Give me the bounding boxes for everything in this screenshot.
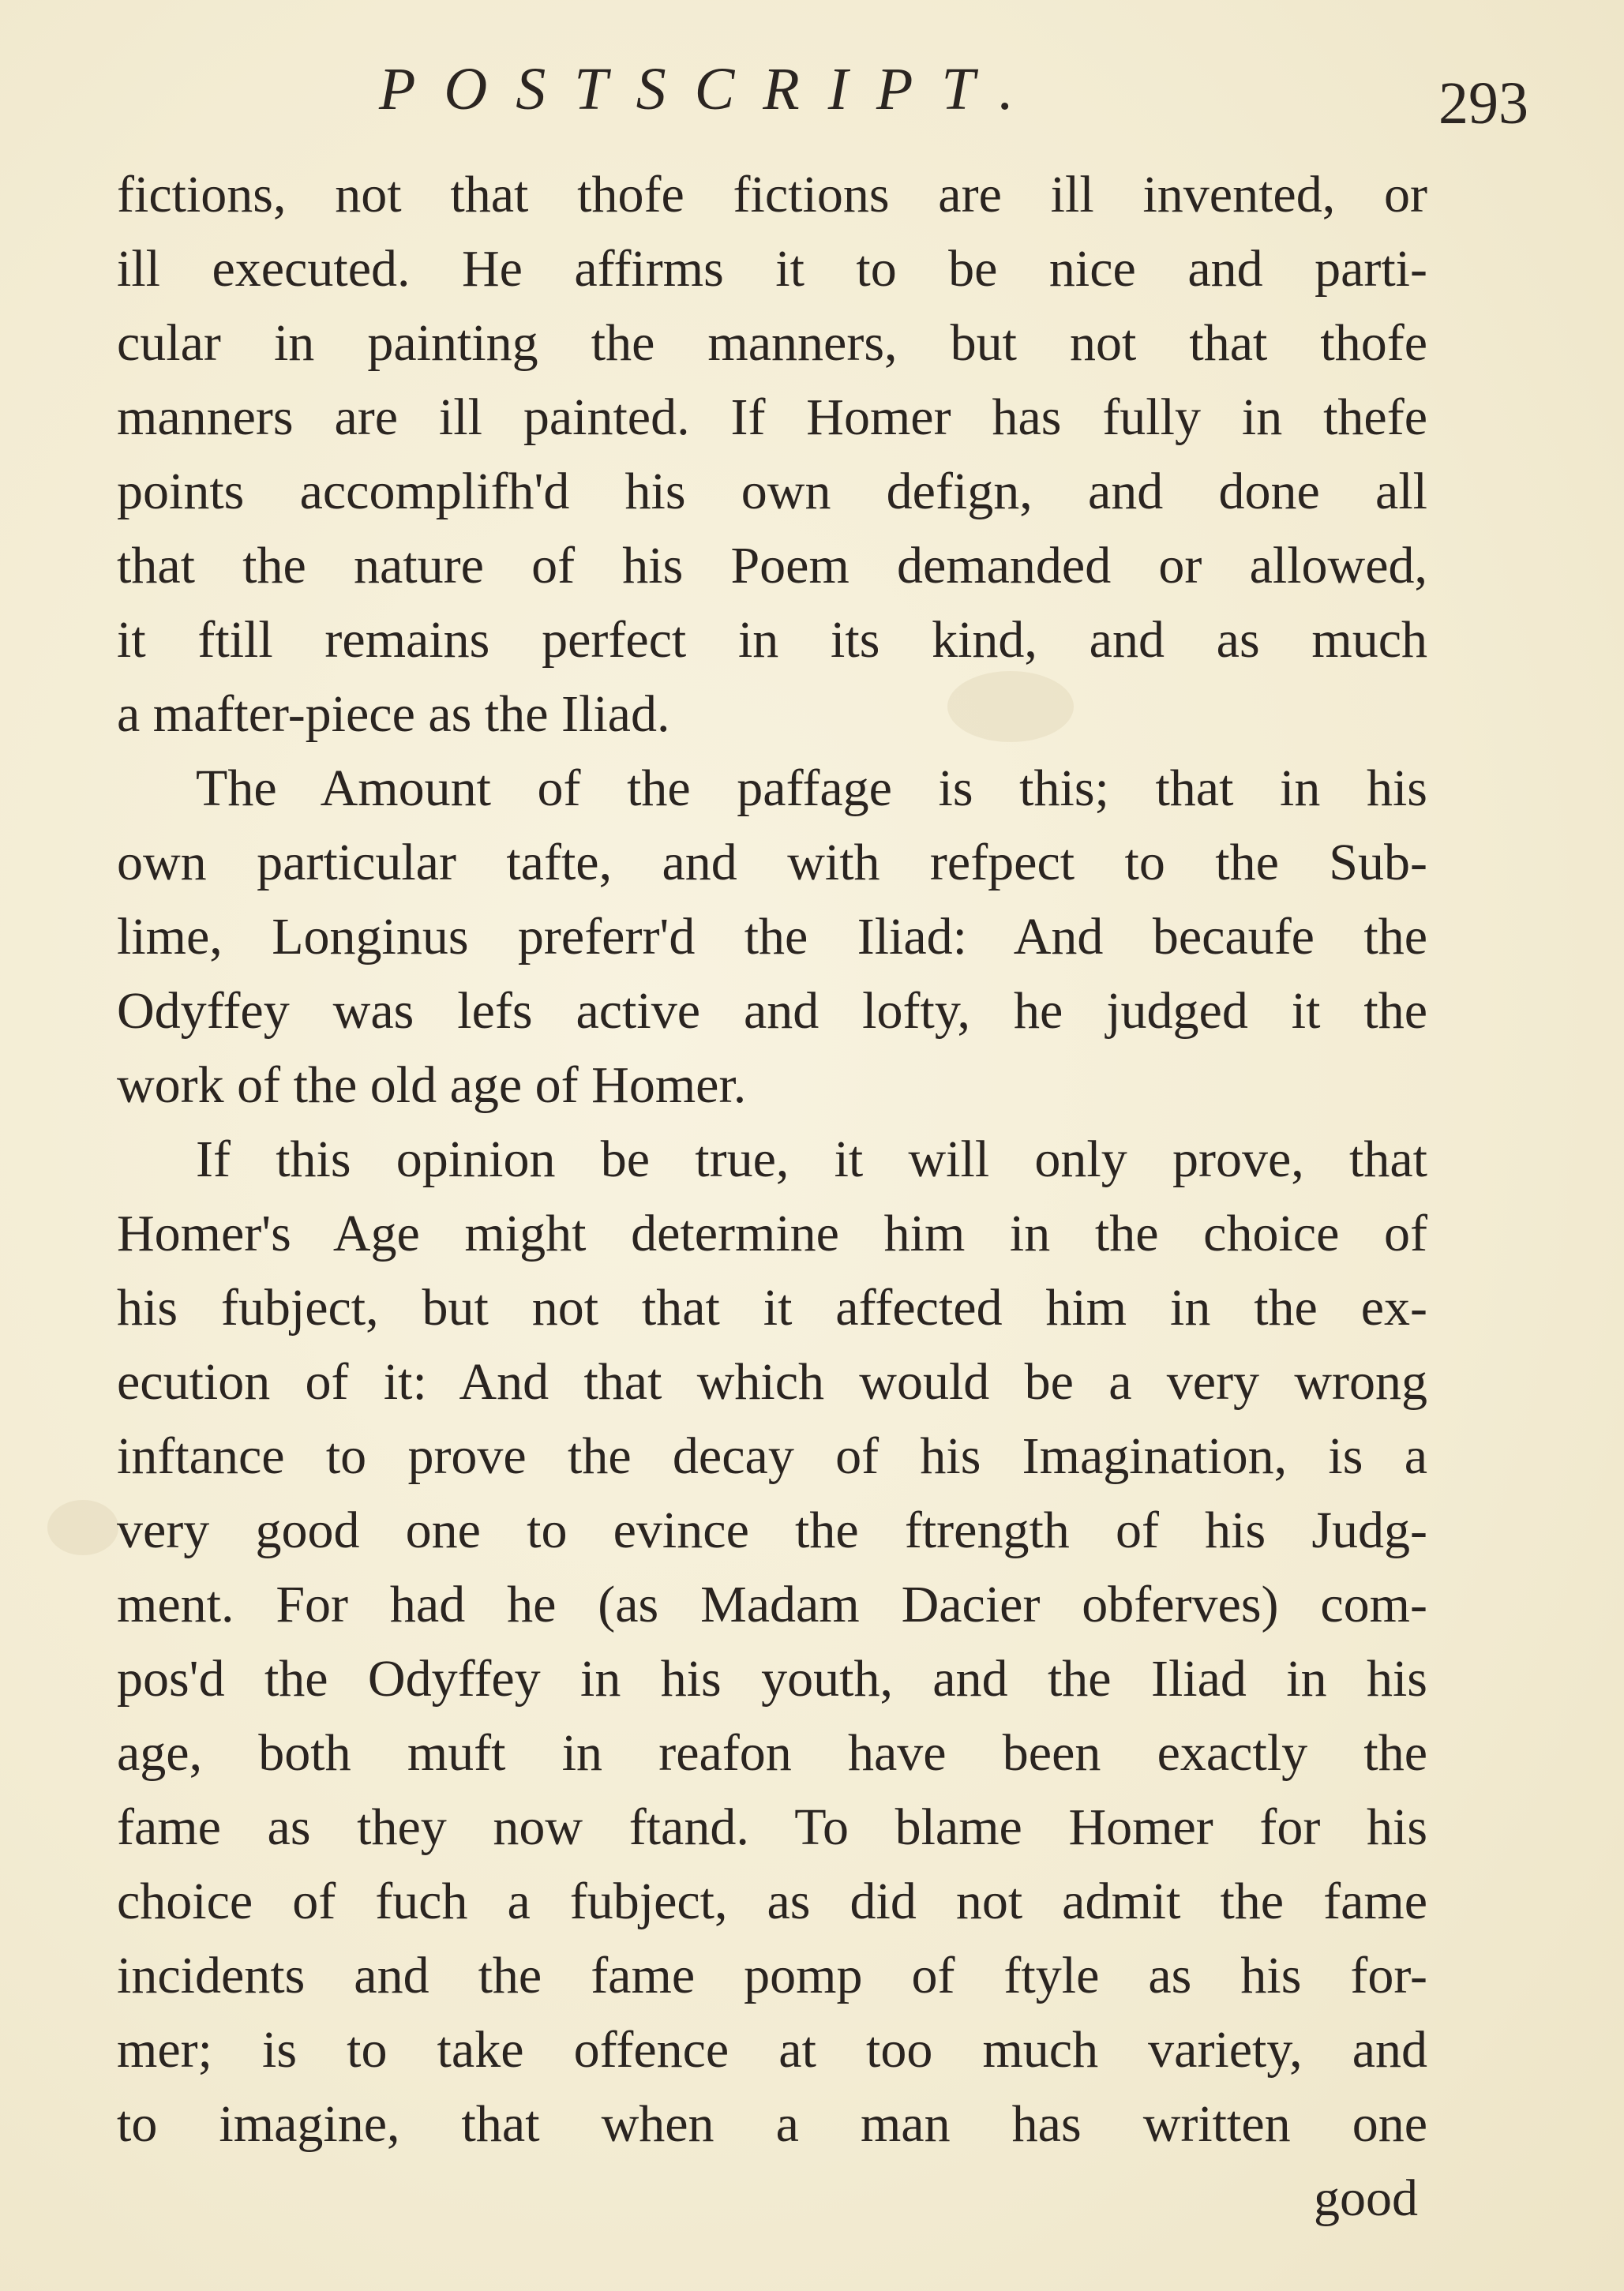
text-line: ecution of it: And that which would be a very wrong [117, 1353, 1427, 1411]
text-line: fame as they now ftand. To blame Homer for his [117, 1798, 1427, 1856]
text-line: a mafter-piece as the Iliad. [117, 685, 670, 743]
running-title: POSTSCRIPT. [379, 56, 1043, 122]
text-line: ment. For had he (as Madam Dacier obferves) com- [117, 1576, 1427, 1633]
paragraph-start-line: If this opinion be true, it will only prove, that [196, 1131, 1427, 1188]
text-line: manners are ill painted. If Homer has fully in thefe [117, 388, 1427, 446]
text-line: inftance to prove the decay of his Imagination, is a [117, 1427, 1427, 1485]
text-line: fictions, not that thofe fictions are ill invented, or [117, 166, 1427, 223]
text-line: it ftill remains perfect in its kind, and as much [117, 611, 1427, 669]
text-line: cular in painting the manners, but not that thofe [117, 314, 1427, 372]
text-line: Homer's Age might determine him in the choice of [117, 1205, 1427, 1262]
text-line: points accomplifh'd his own defign, and done all [117, 463, 1427, 520]
text-line: to imagine, that when a man has written one [117, 2095, 1427, 2153]
text-line: his fubject, but not that it affected him in the ex- [117, 1279, 1427, 1337]
page-number: 293 [1438, 70, 1528, 137]
text-line: work of the old age of Homer. [117, 1056, 747, 1114]
text-line: lime, Longinus preferr'd the Iliad: And becaufe the [117, 908, 1427, 966]
body-text [117, 158, 1427, 2236]
text-line: Odyffey was lefs active and lofty, he judged it the [117, 982, 1427, 1040]
text-line: very good one to evince the ftrength of his Judg- [117, 1502, 1427, 1559]
paper-stain [47, 1500, 118, 1555]
text-line: incidents and the fame pomp of ftyle as his for- [117, 1947, 1427, 2004]
text-line: pos'd the Odyffey in his youth, and the Iliad in his [117, 1650, 1427, 1708]
text-line: own particular tafte, and with refpect to the Sub- [117, 834, 1427, 891]
catchword: good [1314, 2169, 1418, 2227]
text-line: choice of fuch a fubject, as did not admit the fame [117, 1873, 1427, 1930]
paragraph-start-line: The Amount of the paffage is this; that in his [196, 759, 1427, 817]
text-line: ill executed. He affirms it to be nice and parti- [117, 240, 1427, 298]
text-line: age, both muft in reafon have been exactly the [117, 1724, 1427, 1782]
text-line: that the nature of his Poem demanded or allowed, [117, 537, 1427, 594]
text-line: mer; is to take offence at too much variety, and [117, 2021, 1427, 2079]
